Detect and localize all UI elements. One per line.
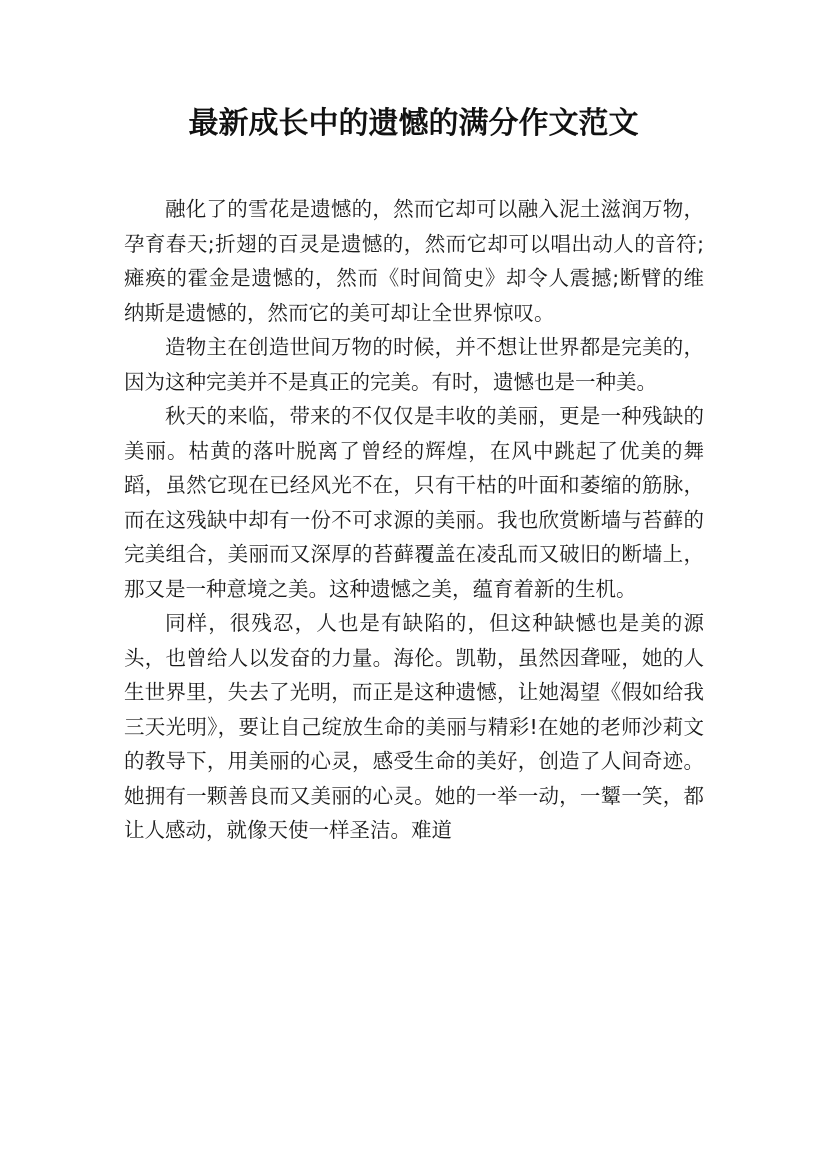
paragraph-3: 秋天的来临，带来的不仅仅是丰收的美丽，更是一种残缺的美丽。枯黄的落叶脱离了曾经的辉煌，在风中跳起了优美的舞蹈，虽然它现在已经风光不在，只有干枯的叶面和萎缩的筋脉，而在这残缺中却有一份不可求源的美丽。我也欣赏断墙与苔藓的完美组合，美丽而又深厚的苔藓覆盖在凌乱而又破旧的断墙上，那又是一种意境之美。这种遗憾之美，蕴育着新的生机。 bbox=[124, 404, 704, 601]
paragraph-2: 造物主在创造世间万物的时候，并不想让世界都是完美的，因为这种完美并不是真正的完美。有时，遗憾也是一种美。 bbox=[124, 335, 704, 394]
paragraph-1: 融化了的雪花是遗憾的，然而它却可以融入泥土滋润万物，孕育春天;折翅的百灵是遗憾的，然而它却可以唱出动人的音符;瘫痪的霍金是遗憾的，然而《时间简史》却令人震撼;断臂的维纳斯是遗憾的，然而它的美可却让全世界惊叹。 bbox=[124, 197, 704, 325]
document-body bbox=[124, 192, 704, 848]
document-title: 最新成长中的遗憾的满分作文范文 bbox=[188, 106, 639, 141]
paragraph-4: 同样，很残忍，人也是有缺陷的，但这种缺憾也是美的源头，也曾给人以发奋的力量。海伦。凯勒，虽然因聋哑，她的人生世界里，失去了光明，而正是这种遗憾，让她渴望《假如给我三天光明》，要让自己绽放生命的美丽与精彩!在她的老师沙莉文的教导下，用美丽的心灵，感受生命的美好，创造了人间奇迹。她拥有一颗善良而又美丽的心灵。她的一举一动，一颦一笑，都让人感动，就像天使一样圣洁。难道 bbox=[124, 611, 704, 842]
